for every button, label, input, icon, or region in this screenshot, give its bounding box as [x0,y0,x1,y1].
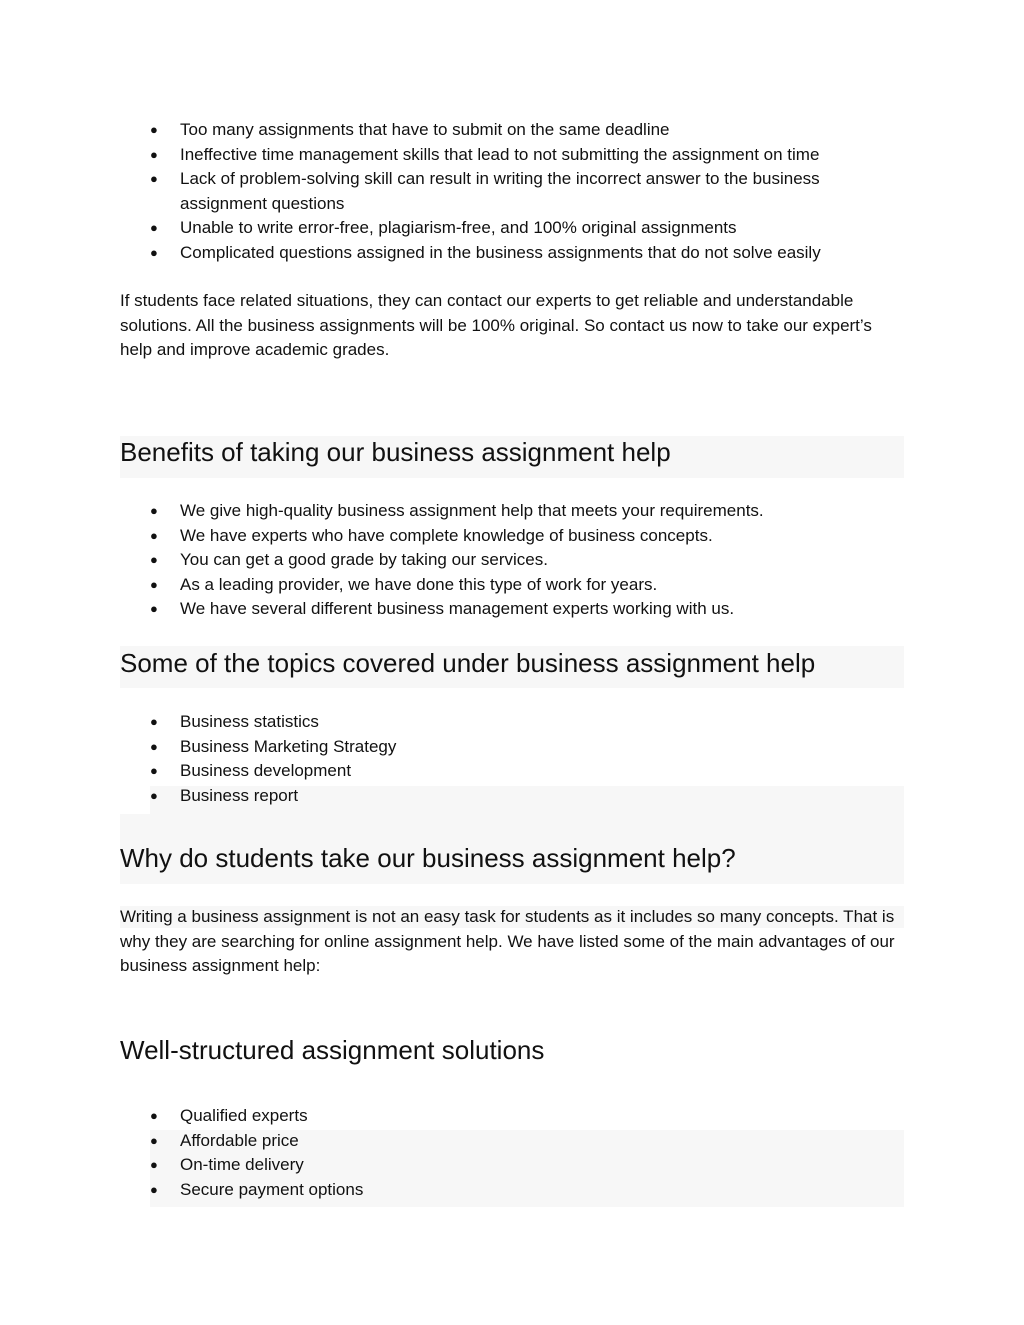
list-item: ● Complicated questions assigned in the business assignments that do not solve easily [120,241,904,266]
bullet-icon: ● [150,576,158,592]
bullet-icon: ● [150,1108,158,1123]
bullet-icon: ● [150,244,158,260]
list-item: ● Lack of problem-solving skill can result in writing the incorrect answer to the business assignment questions [150,169,820,213]
benefits-heading: Benefits of taking our business assignment help [120,437,671,467]
bullet-icon: ● [150,171,158,186]
bullet-icon: ● [150,1181,158,1197]
solutions-heading-container [120,1034,904,1066]
list-item: ● Too many assignments that have to submit on the same deadline [120,118,904,143]
list-item: ● You can get a good grade by taking our services. [120,548,904,573]
intro-bullet-list [120,118,904,265]
bullet-icon: ● [150,714,158,729]
solutions-list-container [120,1104,904,1202]
benefits-list-container [120,499,904,622]
list-item: ● On-time delivery [120,1153,904,1178]
list-item: ● Unable to write error-free, plagiarism-free, and 100% original assignments [120,216,904,241]
list-item: ● We have several different business management experts working with us. [120,597,904,622]
list-item: ● Secure payment options [120,1178,904,1203]
benefits-list [120,499,904,622]
list-item: ● As a leading provider, we have done this type of work for years. [120,573,904,598]
intro-paragraph-container [120,289,880,363]
solutions-heading: Well-structured assignment solutions [120,1035,545,1065]
bullet-icon: ● [150,787,158,803]
list-item: ● We have experts who have complete knowledge of business concepts. [120,524,904,549]
why-paragraph: Writing a business assignment is not an easy task for students as it includes so many concepts. That is why they are searching for online assignment help. We have listed some of the main advantages of our business assignment help: [120,907,895,975]
bullet-icon: ● [150,146,158,162]
topics-heading-container [120,647,904,679]
topics-list [120,710,904,808]
why-paragraph-container [120,905,910,979]
bullet-icon: ● [150,738,158,754]
why-heading-container [120,842,904,874]
bullet-icon: ● [150,601,158,616]
list-item: ● Business report [120,784,904,809]
bullet-icon: ● [150,122,158,137]
solutions-list [120,1104,904,1202]
list-item: ● We give high-quality business assignment help that meets your requirements. [120,499,904,524]
topics-heading: Some of the topics covered under business assignment help [120,648,816,678]
list-item: ● Business statistics [120,710,904,735]
list-item: ● Ineffective time management skills that lead to not submitting the assignment on time [120,143,904,168]
bullet-icon: ● [150,1157,158,1172]
why-heading: Why do students take our business assignment help? [120,843,736,873]
list-item: ● Affordable price [120,1129,904,1154]
intro-bullet-list-container [120,118,904,265]
bullet-icon: ● [150,1132,158,1148]
list-item: ● Qualified experts [120,1104,904,1129]
intro-paragraph: If students face related situations, they can contact our experts to get reliable and understandable solutions. All the business assignments will be 100% original. So contact us now to take our expert’s help and improve academic grades. [120,291,872,359]
bullet-icon: ● [150,552,158,567]
bullet-icon: ● [150,503,158,518]
topics-list-container [120,710,904,808]
benefits-heading-container [120,436,904,468]
list-item: ● Business Marketing Strategy [120,735,904,760]
bullet-icon: ● [150,527,158,543]
bullet-icon: ● [150,220,158,235]
list-item: ● Business development [120,759,904,784]
bullet-icon: ● [150,763,158,778]
